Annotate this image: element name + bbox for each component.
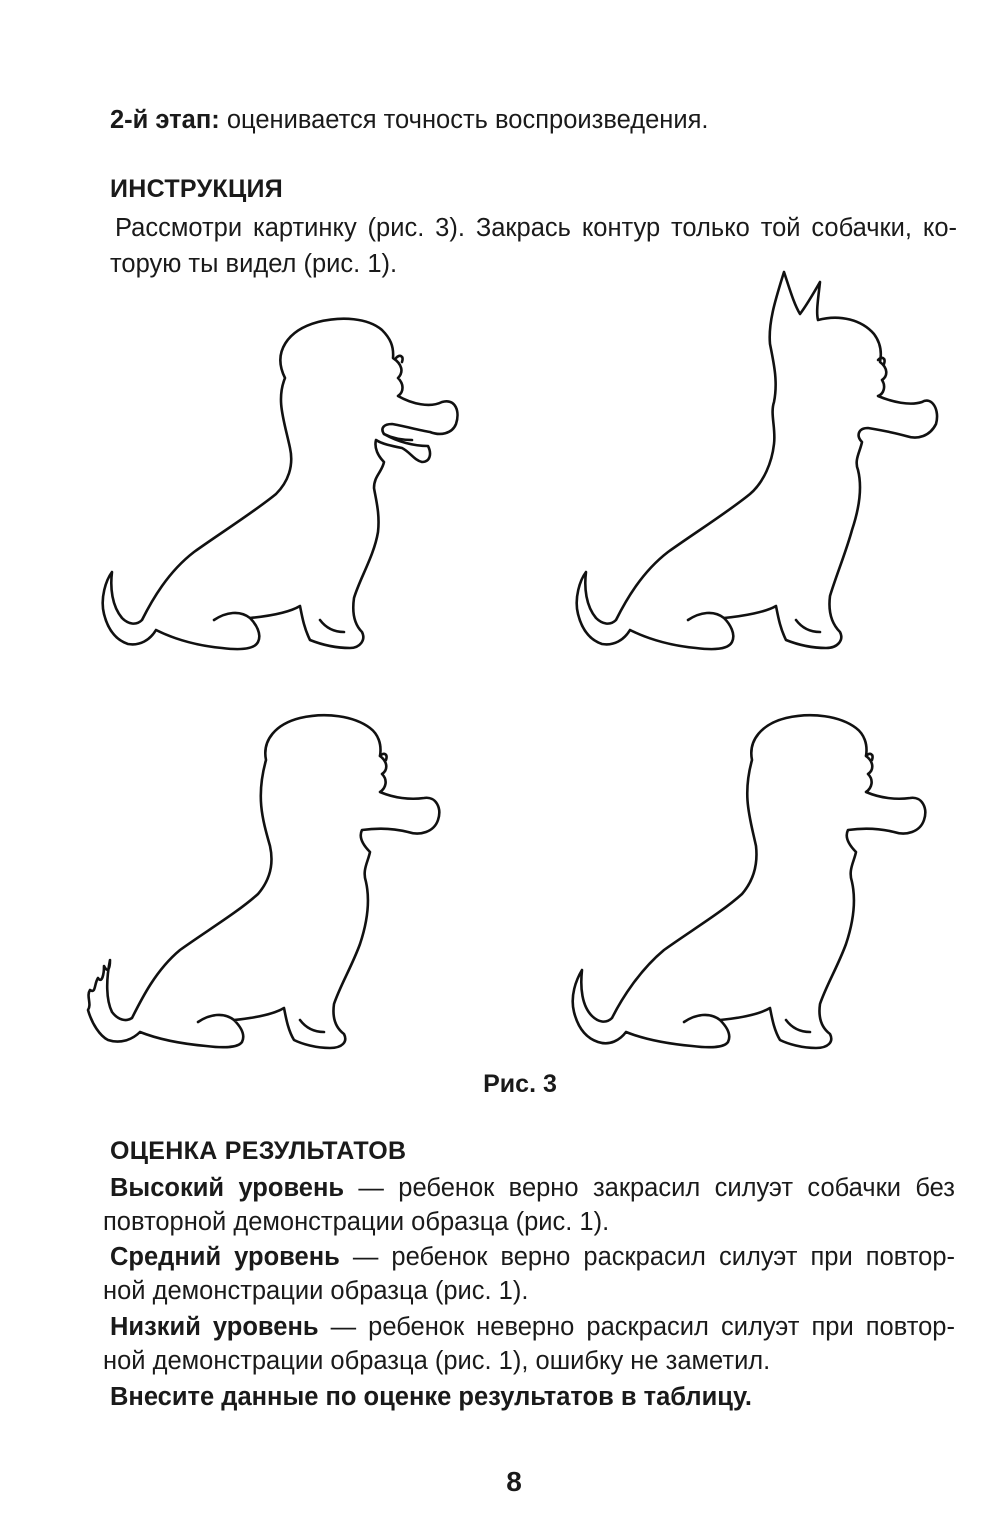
results-medium-text-1: — ребенок верно раскрасил силуэт при повтор- (339, 1243, 955, 1271)
dog-2-pointed-ears (577, 272, 937, 649)
figure-caption: Рис. 3 (483, 1070, 557, 1098)
instruction-line-2: торую ты видел (рис. 1). (110, 250, 398, 278)
results-heading: ОЦЕНКА РЕЗУЛЬТАТОВ (110, 1137, 407, 1165)
results-high-line-2: повторной демонстрации образца (рис. 1). (103, 1208, 610, 1236)
instruction-line-1: Рассмотри картинку (рис. 3). Закрась контур только той собачки, ко- (115, 214, 957, 242)
stage-text: оценивается точность воспроизведения. (219, 106, 709, 134)
stage-label: 2-й этап: (110, 106, 220, 134)
results-high-text-1: — ребенок верно закрасил силуэт собачки без (344, 1174, 955, 1202)
dog-1-floppy-ears-open-mouth (103, 319, 458, 649)
dog-3-fluffy-tail (88, 715, 439, 1048)
results-high-line-1 (110, 1171, 955, 1205)
results-high-label: Высокий уровень (110, 1174, 345, 1202)
instruction-heading: ИНСТРУКЦИЯ (110, 175, 284, 203)
results-note: Внесите данные по оценке результатов в таблицу. (110, 1383, 752, 1411)
results-low-line-1 (110, 1310, 955, 1344)
results-low-text-1: — ребенок неверно раскрасил силуэт при повтор- (318, 1313, 955, 1341)
results-low-line-2: ной демонстрации образца (рис. 1), ошибку не заметил. (103, 1347, 771, 1375)
results-medium-label: Средний уровень (110, 1243, 340, 1271)
dog-4-floppy-ears (573, 715, 926, 1048)
page-number: 8 (506, 1466, 522, 1497)
results-low-label: Низкий уровень (110, 1313, 319, 1341)
results-medium-line-1 (110, 1240, 955, 1274)
results-medium-line-2: ной демонстрации образца (рис. 1). (103, 1277, 529, 1305)
